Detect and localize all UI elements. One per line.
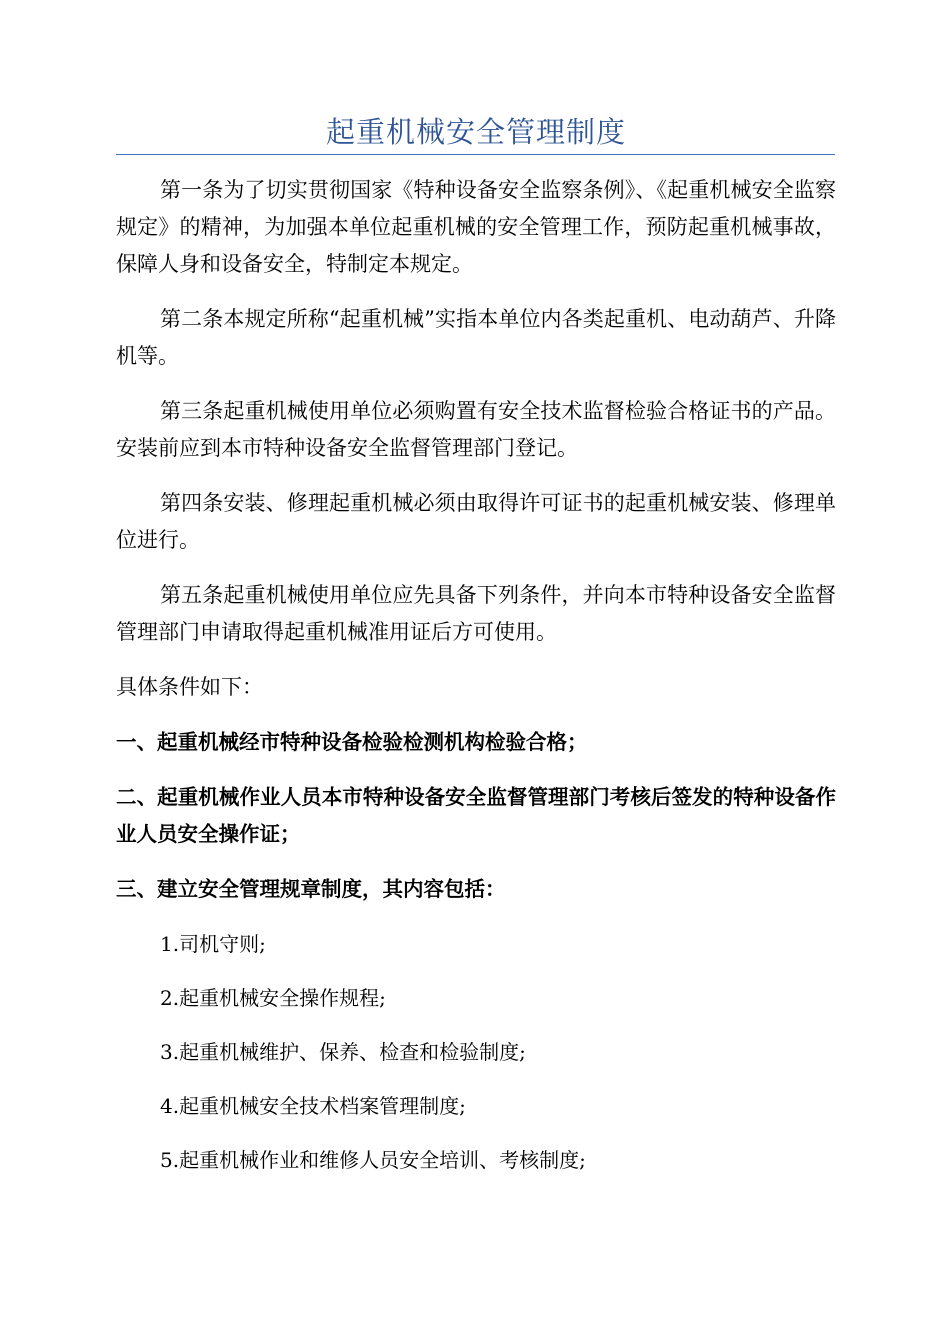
title-underline <box>116 154 835 155</box>
list-item-5: 5.起重机械作业和维修人员安全培训、考核制度; <box>160 1148 586 1172</box>
conditions-intro: 具体条件如下： <box>116 675 263 699</box>
condition-1: 一、起重机械经市特种设备检验检测机构检验合格； <box>116 730 588 754</box>
article-2-paragraph: 第二条本规定所称“起重机械”实指本单位内各类起重机、电动葫芦、升降机等。 <box>116 307 836 368</box>
article-1-paragraph: 第一条为了切实贯彻国家《特种设备安全监察条例》、《起重机械安全监察规定》的精神，为加强本单位起重机械的安全管理工作，预防起重机械事故，保障人身和设备安全，特制定本规定。 <box>116 178 836 276</box>
list-item-1: 1.司机守则; <box>160 932 266 956</box>
article-3-paragraph: 第三条起重机械使用单位必须购置有安全技术监督检验合格证书的产品。安装前应到本市特种设备安全监督管理部门登记。 <box>116 399 836 460</box>
condition-2: 二、起重机械作业人员本市特种设备安全监督管理部门考核后签发的特种设备作业人员安全操作证； <box>116 785 836 846</box>
list-item-4: 4.起重机械安全技术档案管理制度; <box>160 1094 466 1118</box>
document-body <box>116 172 836 1196</box>
article-5-paragraph: 第五条起重机械使用单位应先具备下列条件，并向本市特种设备安全监督管理部门申请取得起重机械准用证后方可使用。 <box>116 583 836 644</box>
list-item-2: 2.起重机械安全操作规程; <box>160 986 386 1010</box>
article-4-paragraph: 第四条安装、修理起重机械必须由取得许可证书的起重机械安装、修理单位进行。 <box>116 491 836 552</box>
condition-3: 三、建立安全管理规章制度，其内容包括： <box>116 877 506 901</box>
page-title: 起重机械安全管理制度 <box>325 115 626 149</box>
list-item-3: 3.起重机械维护、保养、检查和检验制度; <box>160 1040 526 1064</box>
